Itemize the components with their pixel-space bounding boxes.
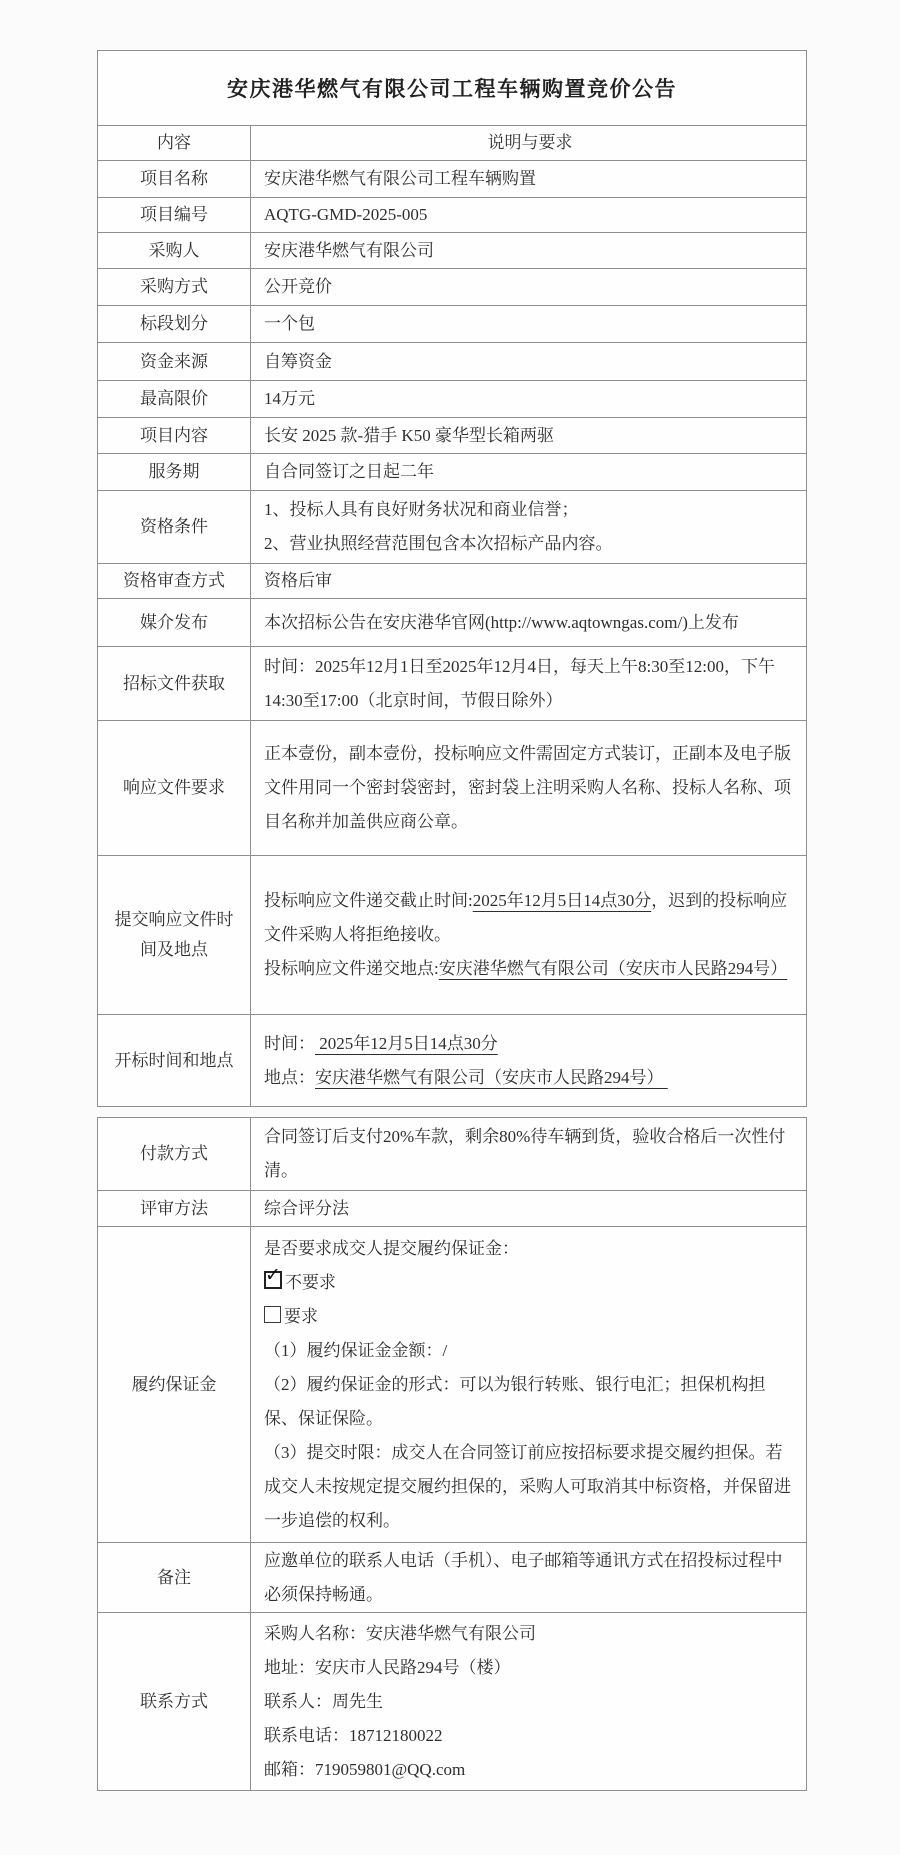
text-segment: 2025年12月5日14点30分 xyxy=(472,891,652,910)
table-row xyxy=(98,453,806,490)
text-segment: 合同签订后支付20%车款，剩余80%待车辆到货，验收合格后一次性付清。 xyxy=(264,1127,786,1180)
column-header-requirements: 说明与要求 xyxy=(487,133,573,152)
content-line xyxy=(264,1192,796,1226)
text-segment: 采购人名称：安庆港华燃气有限公司 xyxy=(264,1623,536,1643)
row-content xyxy=(251,599,806,646)
text-segment: 时间： xyxy=(264,1033,315,1053)
content-line xyxy=(264,1061,796,1095)
table-row xyxy=(98,232,806,268)
row-label: 资金来源 xyxy=(98,343,251,380)
text-segment: 联系电话：18712180022 xyxy=(264,1725,443,1745)
table-row xyxy=(98,197,806,232)
text-segment: 1、投标人具有良好财务状况和商业信誉； xyxy=(264,500,579,519)
row-label: 标段划分 xyxy=(98,306,251,342)
table-row xyxy=(98,720,806,855)
table-row xyxy=(98,855,806,1014)
text-segment: 正本壹份，副本壹份，投标响应文件需固定方式装订，正副本及电子版文件用同一个密封袋密封，密封袋上注明采购人名称、投标人名称、项目名称并加盖供应商公章。 xyxy=(264,744,791,831)
content-line xyxy=(264,1300,796,1334)
text-segment: 投标响应文件递交地点: xyxy=(264,959,439,978)
content-line xyxy=(264,884,796,952)
text-segment: 一个包 xyxy=(264,314,315,333)
content-line xyxy=(264,234,796,268)
table-row xyxy=(98,380,806,417)
page-title: 安庆港华燃气有限公司工程车辆购置竞价公告 xyxy=(227,77,677,101)
text-segment: 14万元 xyxy=(264,389,315,408)
table-row xyxy=(98,160,806,197)
text-segment: 时间：2025年12月1日至2025年12月4日，每天上午8:30至12:00，下午14:30至17:00（北京时间，节假日除外） xyxy=(264,656,775,710)
row-label: 项目编号 xyxy=(98,198,251,232)
content-line xyxy=(264,737,796,839)
text-segment: 公开竞价 xyxy=(264,277,332,296)
table-row xyxy=(98,490,806,563)
text-segment: 自筹资金 xyxy=(264,351,332,371)
content-line xyxy=(264,650,796,718)
row-label: 评审方法 xyxy=(98,1191,251,1226)
text-segment: （2）履约保证金的形式：可以为银行转账、银行电汇；担保机构担保、保证保险。 xyxy=(264,1374,766,1428)
checkbox-checked-icon xyxy=(264,1271,282,1289)
row-label: 服务期 xyxy=(98,454,251,490)
table-header-row xyxy=(98,125,806,160)
text-segment: ，迟到的投标响应文件采购人将拒绝接收。 xyxy=(264,891,788,944)
text-segment: 地点： xyxy=(264,1067,315,1087)
row-content xyxy=(251,1015,806,1106)
content-line xyxy=(264,1617,796,1651)
announcement-table-terms xyxy=(97,1117,807,1791)
row-label: 最高限价 xyxy=(98,381,251,417)
text-segment: 安庆港华燃气有限公司（安庆市人民路294号） xyxy=(315,1067,668,1087)
row-content xyxy=(251,491,806,563)
content-line xyxy=(264,1719,796,1753)
row-label: 招标文件获取 xyxy=(98,647,251,720)
table-row xyxy=(98,1118,806,1190)
row-label: 资格条件 xyxy=(98,491,251,563)
content-line xyxy=(264,1027,796,1061)
row-label: 开标时间和地点 xyxy=(98,1015,251,1106)
table-row xyxy=(98,1014,806,1106)
row-content xyxy=(251,1227,806,1542)
content-line xyxy=(264,1334,796,1368)
table-row xyxy=(98,1226,806,1542)
text-segment: 2、营业执照经营范围包含本次招标产品内容。 xyxy=(264,534,613,553)
content-line xyxy=(264,1436,796,1538)
row-content xyxy=(251,198,806,232)
row-label: 履约保证金 xyxy=(98,1227,251,1542)
text-segment: （3）提交时限：成交人在合同签订前应按招标要求提交履约担保。若成交人未按规定提交履约担保的，采购人可取消其中标资格，并保留进一步追偿的权利。 xyxy=(264,1442,791,1530)
announcement-table-main xyxy=(97,50,807,1107)
content-line xyxy=(264,606,796,640)
row-label: 采购人 xyxy=(98,233,251,268)
table-row xyxy=(98,305,806,342)
text-segment: 本次招标公告在安庆港华官网(http://www.aqtowngas.com/)上发布 xyxy=(264,612,739,632)
table-row xyxy=(98,598,806,646)
content-line xyxy=(264,564,796,598)
content-line xyxy=(264,527,796,561)
row-content xyxy=(251,269,806,305)
content-line xyxy=(264,1685,796,1719)
row-label: 采购方式 xyxy=(98,269,251,305)
content-line xyxy=(264,307,796,341)
content-line xyxy=(264,1544,796,1612)
content-line xyxy=(264,493,796,527)
content-line xyxy=(264,1266,796,1300)
row-content xyxy=(251,721,806,855)
content-line xyxy=(264,1232,796,1266)
table-row xyxy=(98,1190,806,1226)
content-line xyxy=(264,419,796,453)
row-content xyxy=(251,1118,806,1190)
row-label: 联系方式 xyxy=(98,1613,251,1790)
text-segment: 长安 2025 款-猎手 K50 豪华型长箱两驱 xyxy=(264,425,554,445)
text-segment: 是否要求成交人提交履约保证金： xyxy=(264,1238,519,1258)
text-segment: 要求 xyxy=(284,1306,318,1326)
row-label: 提交响应文件时间及地点 xyxy=(98,856,251,1014)
content-line xyxy=(264,952,796,986)
text-segment: 安庆港华燃气有限公司工程车辆购置 xyxy=(264,169,536,188)
row-content xyxy=(251,1543,806,1612)
row-content xyxy=(251,856,806,1014)
row-content xyxy=(251,1613,806,1790)
table-row xyxy=(98,1612,806,1790)
content-line xyxy=(264,1368,796,1436)
text-segment: 自合同签订之日起二年 xyxy=(264,462,434,481)
column-header-content: 内容 xyxy=(98,126,251,160)
row-content xyxy=(251,343,806,380)
text-segment: 综合评分法 xyxy=(264,1198,349,1218)
row-content xyxy=(251,647,806,720)
row-label: 媒介发布 xyxy=(98,599,251,646)
text-segment: AQTG-GMD-2025-005 xyxy=(264,205,428,224)
text-segment: 资格后审 xyxy=(264,571,332,590)
row-label: 付款方式 xyxy=(98,1118,251,1190)
row-content xyxy=(251,564,806,598)
content-line xyxy=(264,270,796,304)
row-label: 备注 xyxy=(98,1543,251,1612)
content-line xyxy=(264,1120,796,1188)
text-segment: 投标响应文件递交截止时间: xyxy=(264,891,473,910)
content-line xyxy=(264,1753,796,1787)
text-segment: 2025年12月5日14点30分 xyxy=(315,1033,498,1053)
text-segment: 地址：安庆市人民路294号（楼） xyxy=(264,1657,511,1677)
content-line xyxy=(264,345,796,379)
content-line xyxy=(264,198,796,232)
text-segment: 邮箱：719059801@QQ.com xyxy=(264,1759,466,1779)
text-segment: （1）履约保证金金额：/ xyxy=(264,1340,448,1360)
row-content xyxy=(251,1191,806,1226)
content-line xyxy=(264,382,796,416)
row-content xyxy=(251,233,806,268)
text-segment: 应邀单位的联系人电话（手机）、电子邮箱等通讯方式在招投标过程中必须保持畅通。 xyxy=(264,1550,783,1604)
row-content xyxy=(251,161,806,197)
page-title-row xyxy=(98,51,806,125)
table-row xyxy=(98,646,806,720)
table-row xyxy=(98,563,806,598)
text-segment: 联系人：周先生 xyxy=(264,1691,383,1711)
row-content xyxy=(251,418,806,453)
row-label: 项目名称 xyxy=(98,161,251,197)
content-line xyxy=(264,162,796,196)
row-label: 项目内容 xyxy=(98,418,251,453)
table-row xyxy=(98,268,806,305)
text-segment: 安庆港华燃气有限公司（安庆市人民路294号） xyxy=(438,959,788,978)
table-row xyxy=(98,1542,806,1612)
row-label: 响应文件要求 xyxy=(98,721,251,855)
row-content xyxy=(251,454,806,490)
row-label: 资格审查方式 xyxy=(98,564,251,598)
row-content xyxy=(251,306,806,342)
content-line xyxy=(264,455,796,489)
content-line xyxy=(264,1651,796,1685)
text-segment: 不要求 xyxy=(285,1272,336,1292)
text-segment: 安庆港华燃气有限公司 xyxy=(264,240,434,260)
checkbox-unchecked-icon xyxy=(264,1306,281,1323)
table-row xyxy=(98,342,806,380)
row-content xyxy=(251,381,806,417)
table-row xyxy=(98,417,806,453)
